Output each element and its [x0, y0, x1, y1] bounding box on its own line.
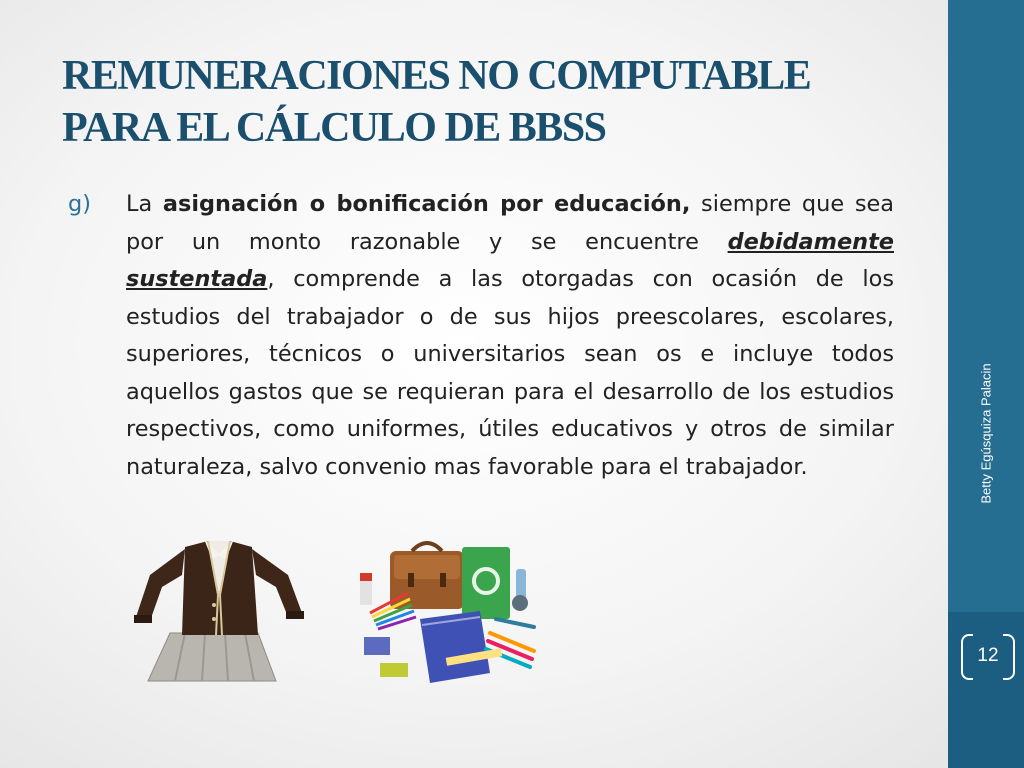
school-uniform-image	[130, 535, 310, 685]
slide-title	[62, 50, 922, 154]
list-item-marker: g)	[68, 191, 91, 217]
author-name: Betty Egúsquiza Palacin	[978, 363, 994, 504]
paragraph-underlined-phrase: debidamente sustentada	[126, 228, 894, 292]
sidebar-panel	[948, 0, 1024, 612]
school-supplies-image	[350, 533, 545, 693]
slide-body	[68, 186, 894, 486]
paragraph-text-3: , comprende a las otorgadas con ocasión de los estudios del trabajador o de sus hijos preescolares, escolares, superiores, técnicos o universitarios sean os e incluye todos aquellos gastos que se requieran para el desarrollo de los estudios respectivos, como uniformes, útiles educativos y otros de similar naturaleza, salvo convenio mas favorable para el trabajador.	[126, 266, 894, 480]
title-line-2: PARA EL CÁLCULO DE BBSS	[62, 105, 606, 151]
paragraph-text-1: La	[126, 191, 163, 217]
page-number-badge	[961, 634, 1015, 678]
paragraph-bold-phrase: asignación o bonificación por educación,	[162, 191, 691, 217]
paragraph-text-2: siempre que sea por un monto razonable y se encuentre	[126, 191, 894, 255]
page-number: 12	[977, 645, 999, 666]
list-item-text	[126, 186, 894, 486]
title-line-1: REMUNERACIONES NO COMPUTABLE	[62, 53, 811, 99]
